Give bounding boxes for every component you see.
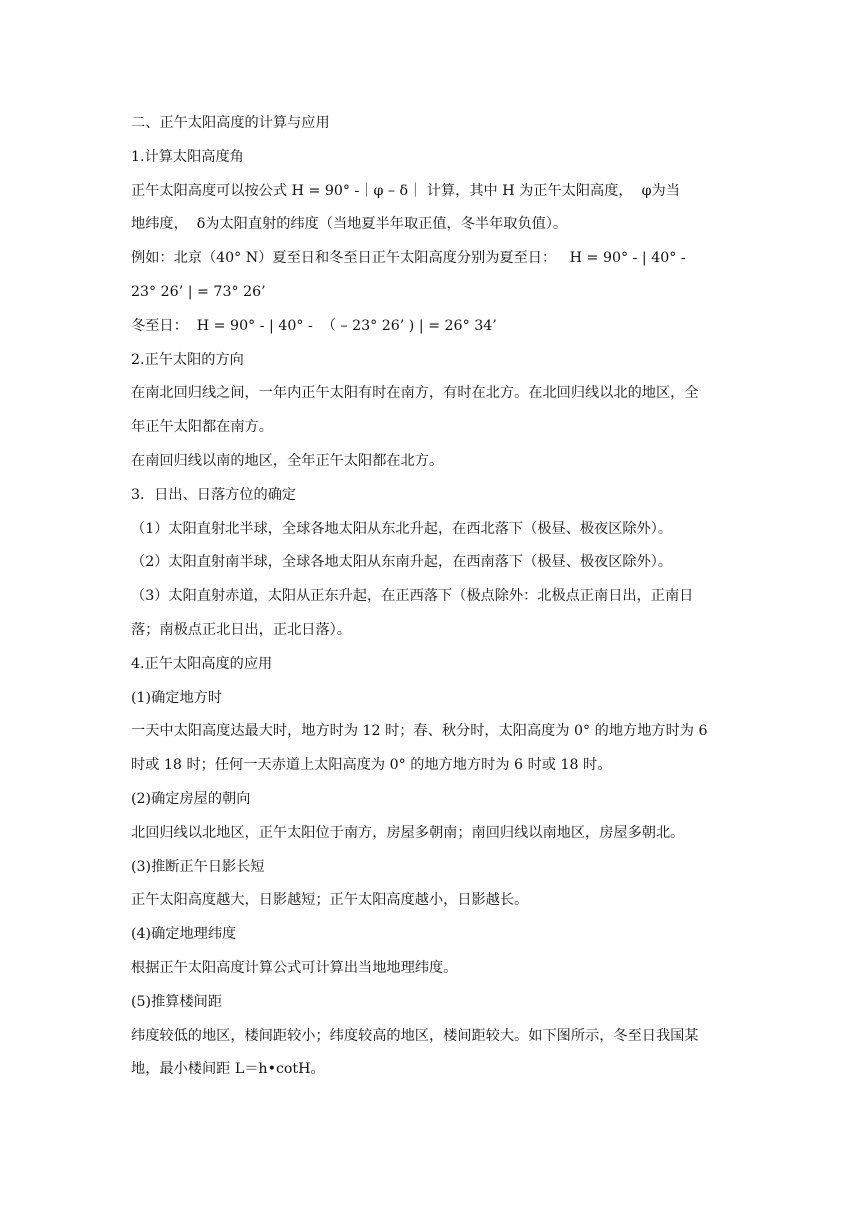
- subheading: (3)推断正午日影长短: [131, 858, 265, 875]
- paragraph-line: 地，最小楼间距 L＝h•cotH。: [131, 1061, 325, 1078]
- paragraph-line: 根据正午太阳高度计算公式可计算出当地地理纬度。: [131, 959, 458, 976]
- list-item: （1）太阳直射北半球，全球各地太阳从东北升起，在西北落下（极昼、极夜区除外）。: [131, 520, 673, 537]
- subheading: (1)确定地方时: [131, 689, 223, 706]
- paragraph-line: 例如：北京（40° N）夏至日和冬至日正午太阳高度分别为夏至日： H = 90° - | 40° -: [131, 250, 686, 267]
- paragraph-line: 冬至日： H = 90° - | 40° - （ – 23° 26’ ) | = 26° 34’: [131, 317, 497, 334]
- list-item: （2）太阳直射南半球，全球各地太阳从东南升起，在西南落下（极昼、极夜区除外）。: [131, 554, 673, 571]
- paragraph-line: 时或 18 时；任何一天赤道上太阳高度为 0° 的地方地方时为 6 时或 18 时。: [131, 757, 612, 774]
- paragraph-line: 23° 26’ | = 73° 26’: [131, 283, 266, 300]
- subheading: 4.正午太阳高度的应用: [131, 655, 273, 672]
- paragraph-line: 一天中太阳高度达最大时，地方时为 12 时；春、秋分时，太阳高度为 0° 的地方地方时为 6: [131, 723, 708, 740]
- paragraph-line: 在南北回归线之间，一年内正午太阳有时在南方，有时在北方。在北回归线以北的地区，全: [131, 385, 699, 402]
- paragraph-line: 正午太阳高度越大，日影越短；正午太阳高度越小，日影越长。: [131, 892, 529, 909]
- paragraph-line: 正午太阳高度可以按公式 H = 90° -｜φ – δ｜ 计算，其中 H 为正午太阳高度， φ为当: [131, 182, 680, 199]
- paragraph-line: 地纬度， δ为太阳直射的纬度（当地夏半年取正值，冬半年取负值）。: [131, 216, 568, 233]
- subheading: 2.正午太阳的方向: [131, 351, 244, 368]
- subheading: 1.计算太阳高度角: [131, 148, 244, 165]
- subheading: (5)推算楼间距: [131, 993, 223, 1010]
- list-item: 落；南极点正北日出，正北日落）。: [131, 621, 351, 638]
- document-page: [131, 107, 731, 1087]
- subheading: (2)确定房屋的朝向: [131, 790, 251, 807]
- list-item: （3）太阳直射赤道，太阳从正东升起，在正西落下（极点除外：北极点正南日出，正南日: [131, 588, 694, 605]
- section-heading: 二、正午太阳高度的计算与应用: [131, 115, 330, 131]
- paragraph-line: 北回归线以北地区，正午太阳位于南方，房屋多朝南；南回归线以南地区，房屋多朝北。: [131, 824, 685, 841]
- subheading: (4)确定地理纬度: [131, 926, 237, 943]
- paragraph-line: 纬度较低的地区，楼间距较小；纬度较高的地区，楼间距较大。如下图所示，冬至日我国某: [131, 1027, 699, 1044]
- subheading: 3．日出、日落方位的确定: [131, 486, 297, 503]
- paragraph-line: 年正午太阳都在南方。: [131, 419, 273, 436]
- paragraph-line: 在南回归线以南的地区，全年正午太阳都在北方。: [131, 452, 444, 469]
